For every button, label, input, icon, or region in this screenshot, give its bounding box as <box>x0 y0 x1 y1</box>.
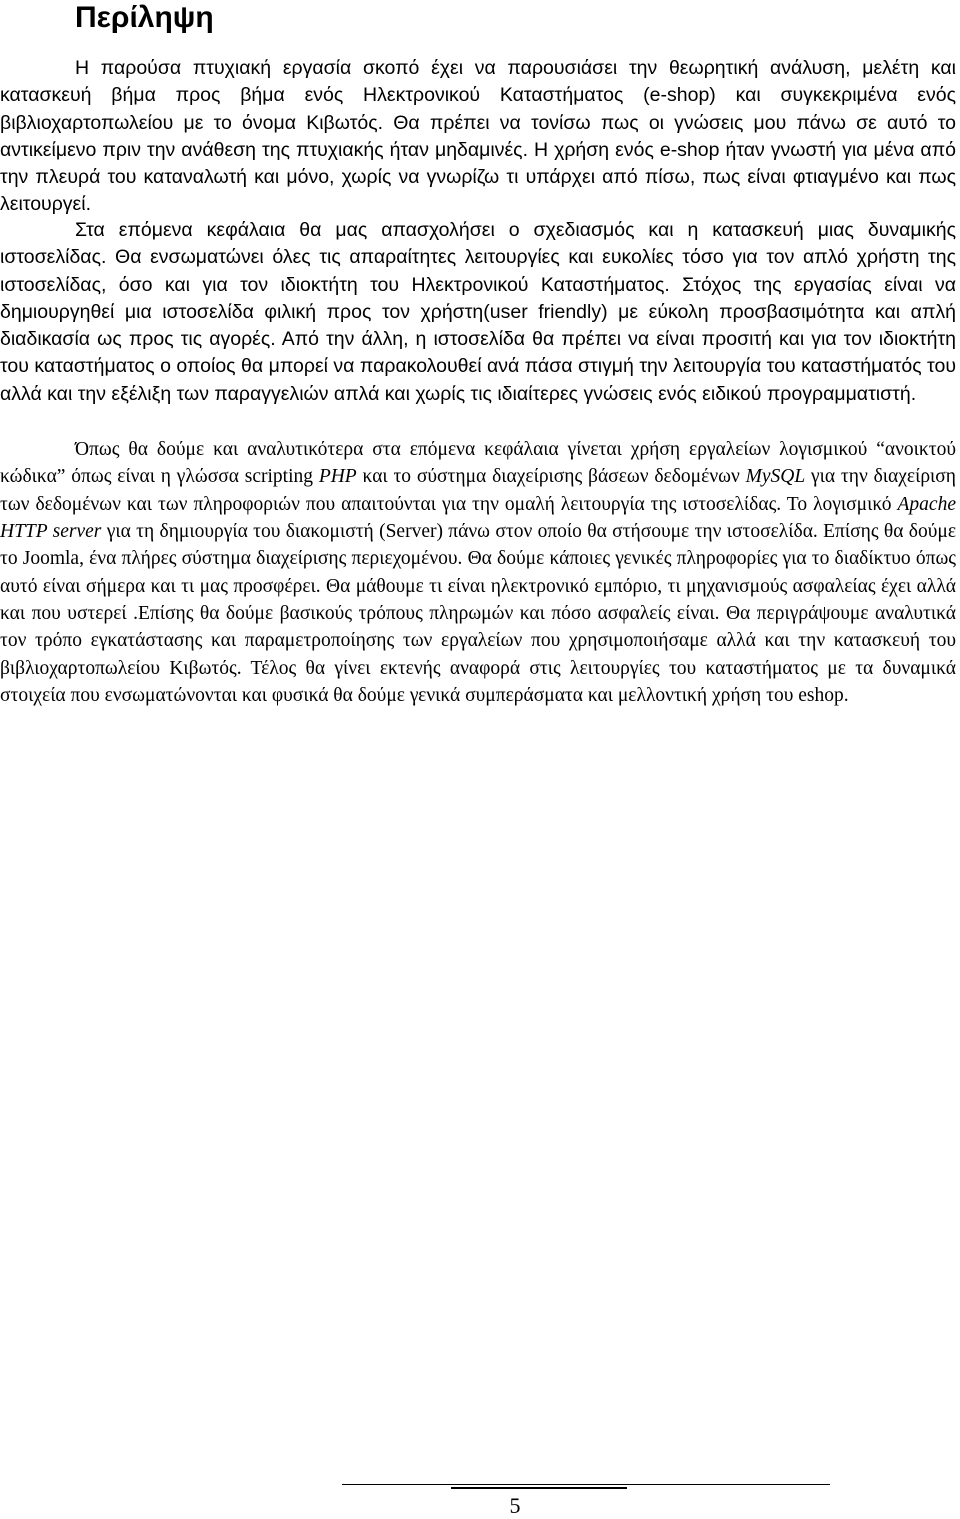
term-apache-http-server: Apache HTTP server <box>0 493 956 543</box>
page-title: Περίληψη <box>75 1 214 34</box>
footer-divider-thick <box>451 1487 627 1489</box>
paragraph-intro: Η παρούσα πτυχιακή εργασία σκοπό έχει να παρουσιάσει την θεωρητική ανάλυση, μελέτη και κατασκευή βήμα προς βήμα ενός Ηλεκτρονικού Καταστήματος (e-shop) και συγκεκριμένα ενός βιβλιοχαρτοπωλείου με το όνομα Κιβωτός. Θα πρέπει να τονίσω πως οι γνώσεις μου πάνω σε αυτό το αντικείμενο πριν την ανάθεση της πτυχιακής ήταν μηδαμινές. Η χρήση ενός e-shop ήταν γνωστή για μένα από την πλευρά του καταναλωτή και μόνο, χωρίς να γνωρίζω τι υπάρχει από πίσω, πως είναι φτιαγμένο και πως λειτουργεί. <box>0 57 956 216</box>
text-segment: Όπως θα δούμε και αναλυτικότερα στα επόμενα κεφάλαια γίνεται χρήση εργαλείων λογισμικού “ανοικτού κώδικα” όπως είναι η γλώσσα scripting <box>0 439 956 488</box>
paragraph-website-design: Στα επόμενα κεφάλαια θα μας απασχολήσει ο σχεδιασμός και η κατασκευή μιας δυναμικής ιστοσελίδας. Θα ενσωματώνει όλες τις απαραίτητες λειτουργίες και ευκολίες τόσο για τον απλό χρήστη της ιστοσελίδας, όσο και για τον ιδιοκτήτη του Ηλεκτρονικού Καταστήματος. Στόχος της εργασίας είναι να δημιουργηθεί μια ιστοσελίδα φιλική προς τον χρήστη(user friendly) με εύκολη προσβασιμότητα και απλή διαδικασία ως προς τις αγορές. Από την άλλη, η ιστοσελίδα θα πρέπει να είναι προσιτή και για τον ιδιοκτήτη του καταστήματος ο οποίος θα μπορεί να παρακολουθεί ανά πάσα στιγμή την λειτουργία του καταστήματός του αλλά και την εξέλιξη των παραγγελιών απλά και χωρίς τις ιδιαίτερες γνώσεις ενός ειδικού προγραμματιστή. <box>0 219 956 405</box>
page-number: 5 <box>509 1493 521 1518</box>
text-segment: για την διαχείριση των δεδομένων και των πληροφοριών που απαιτούνται για την ομαλή λειτουργία της ιστοσελίδας. Το λογισμικό <box>0 466 957 515</box>
paragraph-tools <box>0 436 956 709</box>
text-segment: για τη δημιουργία του διακομιστή (Server) πάνω στον οποίο θα στήσουμε την ιστοσελίδα. Επίσης θα δούμε το Joomla, ένα πλήρες σύστημα διαχείρισης περιεχομένου. Θα δούμε κάποιες γενικές πληροφορίες για το διαδίκτυο όπως αυτό είναι σήμερα και τι μας προσφέρει. Θα μάθουμε τι είναι ηλεκτρονικό εμπόριο, τι μηχανισμούς ασφαλείας έχει αλλά και που υστερεί .Επίσης θα δούμε βασικούς τρόπους πληρωμών και πόσο ασφαλείς είναι. Θα περιγράψουμε αναλυτικά τον τρόπο εγκατάστασης και παραμετροποίησης των εργαλείων που χρησιμοποιήσαμε αλλά και την κατασκευή του βιβλιοχαρτοπωλείου Κιβωτός. Τέλος θα γίνει εκτενής αναφορά στις λειτουργίες του καταστήματος με τα δυναμικά στοιχεία που ενσωματώνονται και φυσικά θα δούμε γενικά συμπεράσματα και μελλοντική χρήση του eshop. <box>0 521 957 707</box>
footer-divider-thin <box>342 1484 830 1485</box>
text-segment: και το σύστημα διαχείρισης βάσεων δεδομένων <box>356 466 746 488</box>
term-mysql: MySQL <box>745 466 806 488</box>
term-php: PHP <box>318 466 357 488</box>
